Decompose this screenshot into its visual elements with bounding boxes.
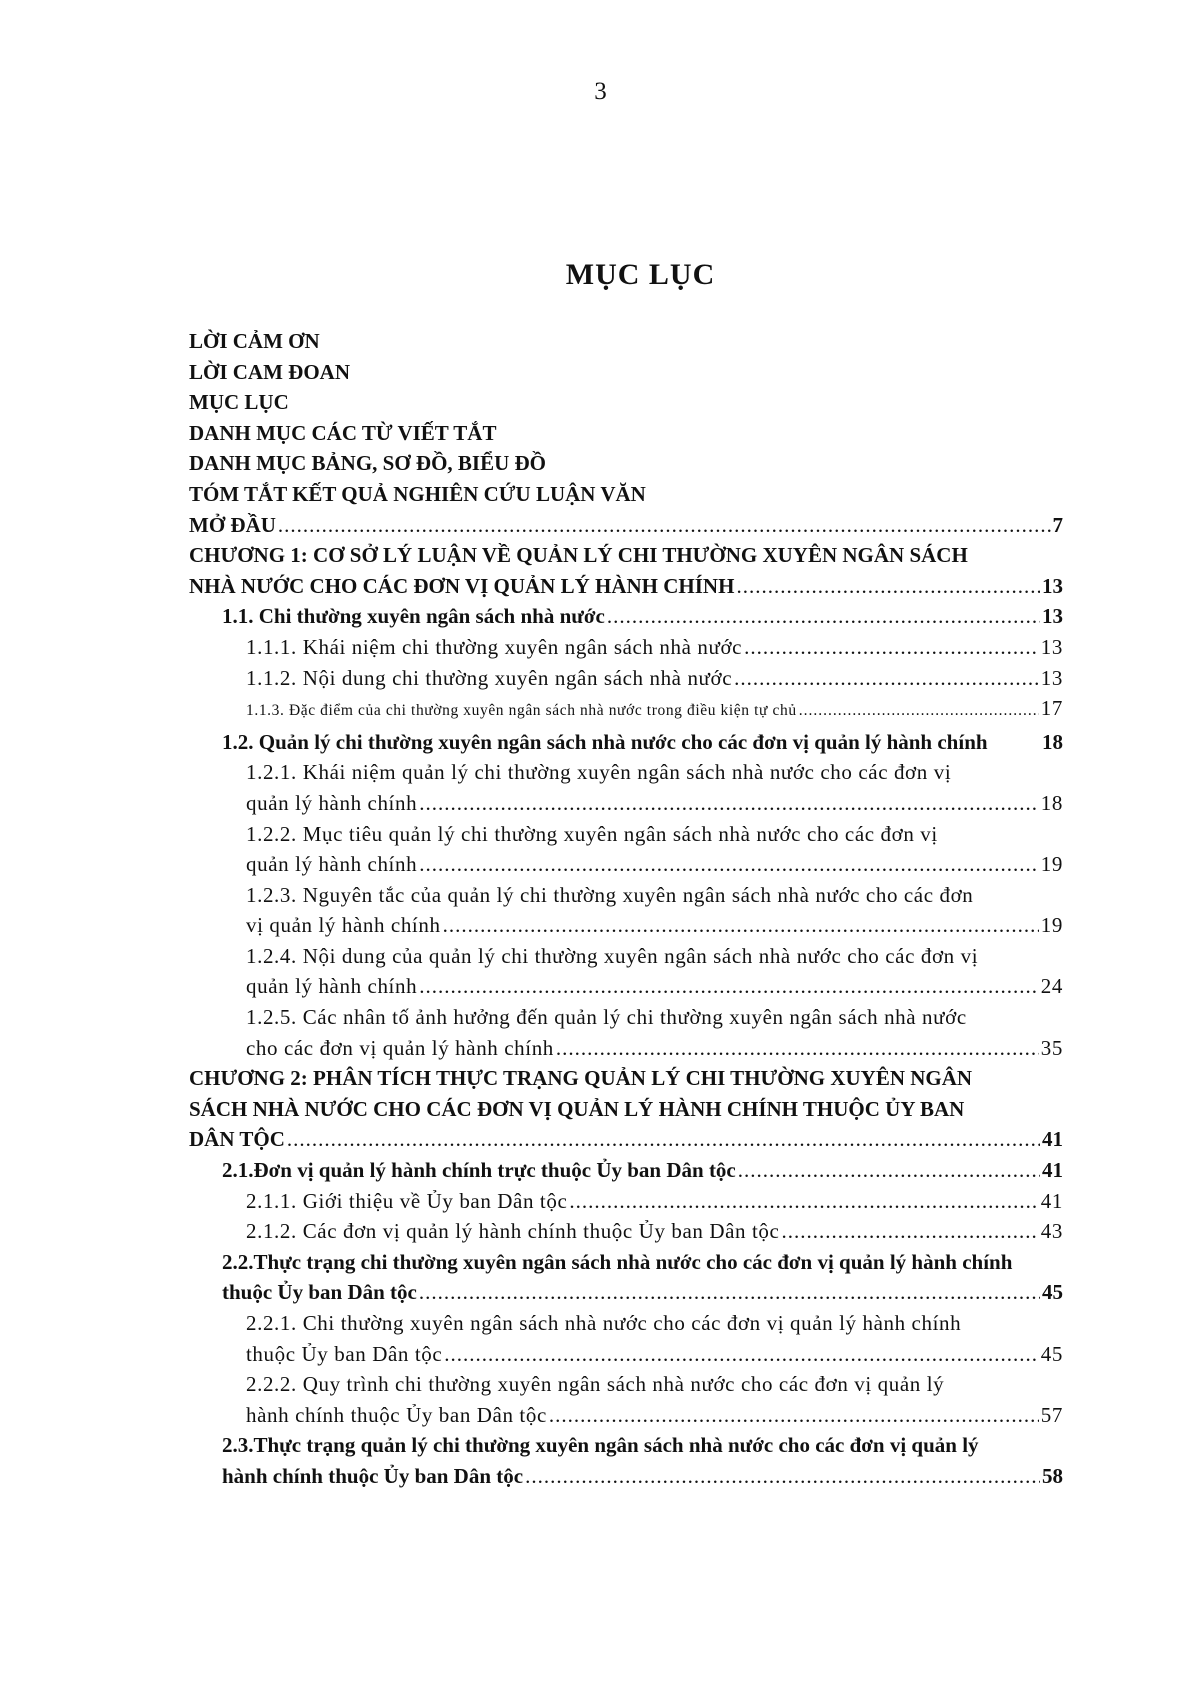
- toc-entry-text: thuộc Ủy ban Dân tộc: [222, 1280, 417, 1305]
- toc-entry-text: TÓM TẮT KẾT QUẢ NGHIÊN CỨU LUẬN VĂN: [189, 481, 646, 506]
- toc-entry: [189, 693, 1063, 727]
- toc-entry-line: 2.2.2. Quy trình chi thường xuyên ngân sách nhà nước cho các đơn vị quản lý: [246, 1372, 945, 1397]
- toc-entry-line: 1.2.4. Nội dung của quản lý chi thường xuyên ngân sách nhà nước cho các đơn vị: [246, 943, 979, 968]
- toc-entry-text: NHÀ NƯỚC CHO CÁC ĐƠN VỊ QUẢN LÝ HÀNH CHÍNH: [189, 573, 735, 598]
- dot-leader: [781, 1216, 1038, 1247]
- dot-leader: [419, 1277, 1040, 1308]
- toc-entry-text: hành chính thuộc Ủy ban Dân tộc: [222, 1463, 524, 1488]
- toc-entry: [189, 1430, 1063, 1491]
- toc-entry-line: [189, 1124, 1063, 1155]
- dot-leader: [734, 663, 1039, 694]
- toc-entry-line: [222, 727, 1063, 758]
- toc-entry-text: LỜI CẢM ƠN: [189, 329, 320, 353]
- toc-entry-text: cho các đơn vị quản lý hành chính: [246, 1035, 554, 1060]
- table-of-contents: [189, 326, 1063, 1492]
- toc-entry: [189, 880, 1063, 941]
- toc-entry-line: [246, 632, 1063, 663]
- toc-page-number: 19: [1040, 913, 1063, 938]
- toc-entry-line: [222, 1155, 1063, 1186]
- toc-entry-line: [246, 971, 1063, 1002]
- toc-page-number: 58: [1042, 1463, 1063, 1488]
- dot-leader: [556, 1033, 1039, 1064]
- toc-entry-line: [246, 1033, 1063, 1064]
- dot-leader: [419, 788, 1039, 819]
- toc-page-number: 45: [1040, 1341, 1063, 1366]
- dot-leader: [607, 601, 1040, 632]
- toc-entry: [189, 387, 1063, 418]
- toc-entry: [189, 448, 1063, 479]
- toc-entry-line: [246, 910, 1063, 941]
- toc-entry-text: 2.1.1. Giới thiệu về Ủy ban Dân tộc: [246, 1188, 568, 1213]
- toc-entry: [189, 1308, 1063, 1369]
- toc-entry-line: [189, 326, 1063, 357]
- toc-page-number: 13: [1042, 604, 1063, 629]
- toc-entry-line: [246, 849, 1063, 880]
- toc-page-number: 41: [1042, 1158, 1063, 1183]
- toc-entry-line: 2.3.Thực trạng quản lý chi thường xuyên ngân sách nhà nước cho các đơn vị quản lý: [222, 1433, 979, 1458]
- toc-page-number: 17: [1040, 696, 1063, 721]
- toc-entry: [189, 601, 1063, 632]
- toc-entry-text: MỤC LỤC: [189, 390, 289, 415]
- toc-page-number: 7: [1052, 512, 1063, 537]
- toc-page-number: 35: [1040, 1035, 1063, 1060]
- toc-entry-text: quản lý hành chính: [246, 790, 418, 815]
- toc-entry: [189, 1186, 1063, 1217]
- toc-entry-text: 1.1. Chi thường xuyên ngân sách nhà nước: [222, 604, 605, 629]
- toc-page-number: 18: [1040, 790, 1063, 815]
- toc-entry-text: quản lý hành chính: [246, 974, 418, 999]
- toc-page-number: 45: [1042, 1280, 1063, 1305]
- toc-entry-text: thuộc Ủy ban Dân tộc: [246, 1341, 443, 1366]
- toc-entry-text: 1.1.3. Đặc điểm của chi thường xuyên ngân sách nhà nước trong điều kiện tự chủ: [246, 702, 797, 720]
- toc-page-number: 43: [1040, 1219, 1063, 1244]
- toc-entry: [189, 727, 1063, 758]
- toc-entry-line: 2.2.1. Chi thường xuyên ngân sách nhà nước cho các đơn vị quản lý hành chính: [246, 1311, 962, 1335]
- toc-page-number: 19: [1040, 852, 1063, 877]
- toc-entry-line: [222, 1277, 1063, 1308]
- dot-leader: [444, 1339, 1039, 1370]
- toc-entry-line: 1.2.1. Khái niệm quản lý chi thường xuyên ngân sách nhà nước cho các đơn vị: [246, 760, 952, 785]
- page-title: MỤC LỤC: [565, 258, 716, 291]
- toc-entry-line: CHƯƠNG 2: PHÂN TÍCH THỰC TRẠNG QUẢN LÝ CHI THƯỜNG XUYÊN NGÂN: [189, 1066, 973, 1091]
- toc-page-number: 24: [1040, 974, 1063, 999]
- dot-leader: [525, 1461, 1040, 1492]
- toc-entry: [189, 418, 1063, 449]
- toc-entry: [189, 1369, 1063, 1430]
- toc-entry: [189, 510, 1063, 541]
- toc-entry: [189, 326, 1063, 357]
- dot-leader: [549, 1400, 1039, 1431]
- toc-entry-text: DANH MỤC CÁC TỪ VIẾT TẮT: [189, 420, 497, 445]
- toc-entry-line: 1.2.2. Mục tiêu quản lý chi thường xuyên ngân sách nhà nước cho các đơn vị: [246, 821, 938, 846]
- dot-leader: [419, 849, 1039, 880]
- toc-entry-text: 1.1.2. Nội dung chi thường xuyên ngân sách nhà nước: [246, 665, 733, 690]
- toc-entry-line: 1.2.5. Các nhân tố ảnh hưởng đến quản lý chi thường xuyên ngân sách nhà nước: [246, 1005, 967, 1030]
- toc-entry: [189, 1063, 1063, 1155]
- toc-page-number: 41: [1042, 1127, 1063, 1152]
- toc-entry: [189, 757, 1063, 818]
- toc-page-number: 13: [1042, 573, 1063, 598]
- dot-leader: [569, 1186, 1038, 1217]
- dot-leader: [443, 910, 1039, 941]
- toc-page-number: 18: [1042, 729, 1063, 754]
- toc-entry-line: [246, 1400, 1063, 1431]
- toc-entry: [189, 479, 1063, 510]
- toc-entry-line: [246, 788, 1063, 819]
- toc-entry-line: CHƯƠNG 1: CƠ SỞ LÝ LUẬN VỀ QUẢN LÝ CHI THƯỜNG XUYÊN NGÂN SÁCH: [189, 543, 968, 568]
- toc-entry-line: [189, 571, 1063, 602]
- toc-page-number: 13: [1040, 665, 1063, 690]
- toc-entry-line: [189, 387, 1063, 418]
- toc-entry-line: [222, 1461, 1063, 1492]
- toc-entry: [189, 1216, 1063, 1247]
- dot-leader: [736, 571, 1040, 602]
- toc-entry-line: [189, 479, 1063, 510]
- dot-leader: [278, 510, 1051, 541]
- toc-page-number: 41: [1040, 1188, 1063, 1213]
- toc-entry: [189, 540, 1063, 601]
- toc-entry-line: [189, 510, 1063, 541]
- toc-entry: [189, 357, 1063, 388]
- toc-entry-text: DÂN TỘC: [189, 1127, 285, 1152]
- dot-leader: [419, 971, 1039, 1002]
- dot-leader: [744, 632, 1039, 663]
- toc-entry-text: 1.2. Quản lý chi thường xuyên ngân sách nhà nước cho các đơn vị quản lý hành chính: [222, 729, 988, 754]
- toc-entry-text: LỜI CAM ĐOAN: [189, 359, 350, 384]
- toc-entry-text: 2.1.2. Các đơn vị quản lý hành chính thuộc Ủy ban Dân tộc: [246, 1219, 780, 1244]
- toc-entry-text: MỞ ĐẦU: [189, 512, 276, 537]
- toc-entry-line: SÁCH NHÀ NƯỚC CHO CÁC ĐƠN VỊ QUẢN LÝ HÀNH CHÍNH THUỘC ỦY BAN: [189, 1096, 965, 1121]
- toc-page-number: 13: [1040, 634, 1063, 659]
- toc-entry-text: DANH MỤC BẢNG, SƠ ĐỒ, BIỂU ĐỒ: [189, 451, 547, 476]
- toc-entry-line: 1.2.3. Nguyên tắc của quản lý chi thường xuyên ngân sách nhà nước cho các đơn: [246, 882, 974, 907]
- toc-entry: [189, 1002, 1063, 1063]
- dot-leader: [287, 1124, 1040, 1155]
- toc-entry: [189, 941, 1063, 1002]
- toc-entry-line: 2.2.Thực trạng chi thường xuyên ngân sách nhà nước cho các đơn vị quản lý hành chính: [222, 1249, 1013, 1274]
- toc-entry-text: quản lý hành chính: [246, 852, 418, 877]
- toc-entry-line: [246, 1339, 1063, 1370]
- toc-entry-line: [189, 448, 1063, 479]
- toc-entry-line: [246, 693, 1063, 727]
- toc-entry-line: [246, 1186, 1063, 1217]
- toc-page-number: 57: [1040, 1402, 1063, 1427]
- toc-entry-line: [189, 357, 1063, 388]
- page-number: 3: [594, 78, 607, 105]
- toc-entry: [189, 632, 1063, 663]
- toc-entry-line: [189, 418, 1063, 449]
- toc-entry-text: vị quản lý hành chính: [246, 913, 441, 938]
- toc-entry-text: 1.1.1. Khái niệm chi thường xuyên ngân sách nhà nước: [246, 634, 743, 659]
- toc-entry-line: [222, 601, 1063, 632]
- dot-leader: [738, 1155, 1040, 1186]
- toc-entry-line: [246, 1216, 1063, 1247]
- dot-leader: [799, 696, 1039, 727]
- toc-entry: [189, 1155, 1063, 1186]
- toc-entry: [189, 1247, 1063, 1308]
- toc-entry: [189, 663, 1063, 694]
- toc-entry-line: [246, 663, 1063, 694]
- toc-entry-text: 2.1.Đơn vị quản lý hành chính trực thuộc Ủy ban Dân tộc: [222, 1158, 736, 1183]
- toc-entry: [189, 819, 1063, 880]
- toc-entry-text: hành chính thuộc Ủy ban Dân tộc: [246, 1402, 547, 1427]
